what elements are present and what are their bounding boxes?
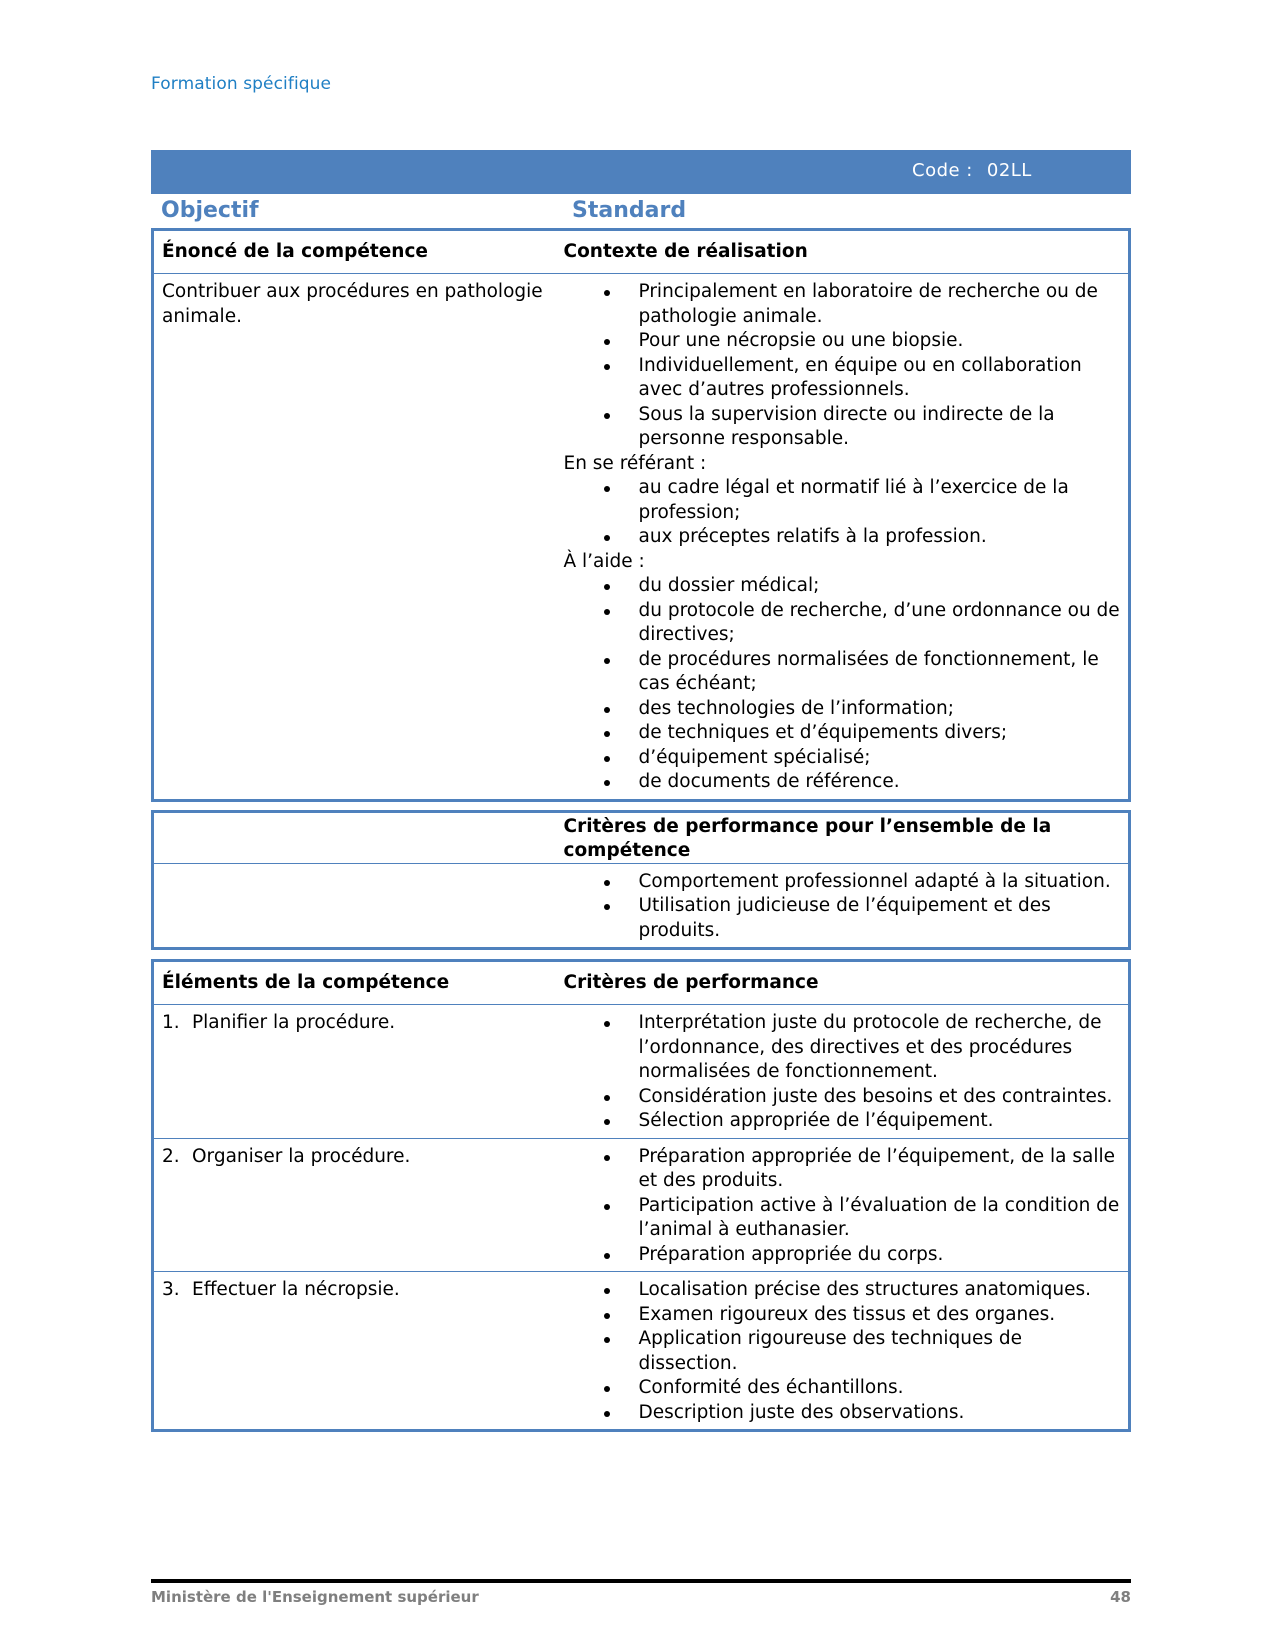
bullet-icon [604, 1021, 610, 1027]
code-bar [151, 150, 1131, 194]
list-item: aux préceptes relatifs à la profession. [564, 525, 1121, 550]
bullet-icon [604, 1204, 610, 1210]
empty-cell [153, 863, 564, 949]
running-header: Formation spécifique [151, 74, 332, 94]
aide-list [564, 574, 1121, 795]
bullet-icon [604, 1411, 610, 1417]
footer-ministry: Ministère de l'Enseignement supérieur [151, 1588, 479, 1606]
list-item: Localisation précise des structures anatomiques. [564, 1278, 1121, 1303]
bullet-icon [604, 780, 610, 786]
objectif-title: Objectif [161, 198, 259, 223]
referant-label: En se référant : [563, 452, 707, 474]
criteres-ensemble-table [151, 810, 1131, 951]
criteres-ensemble-header-row [153, 811, 1130, 863]
list-item: Examen rigoureux des tissus et des organes. [564, 1303, 1121, 1328]
list-item: Préparation appropriée de l’équipement, de la salle et des produits. [564, 1145, 1121, 1194]
bullet-icon [604, 658, 610, 664]
bullet-icon [604, 731, 610, 737]
criteria-list [564, 1278, 1121, 1425]
bullet-icon [604, 756, 610, 762]
list-item: Interprétation juste du protocole de recherche, de l’ordonnance, des directives et des procédures normalisées de fonctionnement. [564, 1011, 1121, 1085]
list-item: des technologies de l’information; [564, 697, 1121, 722]
bullet-icon [604, 1253, 610, 1259]
list-item: Sélection appropriée de l’équipement. [564, 1109, 1121, 1134]
element-criteria [564, 1005, 1130, 1139]
list-item: Conformité des échantillons. [564, 1376, 1121, 1401]
enonce-heading: Énoncé de la compétence [153, 230, 564, 274]
criteria-list [564, 1145, 1121, 1268]
list-item: Utilisation judicieuse de l’équipement et des produits. [564, 894, 1121, 943]
list-item: Comportement professionnel adapté à la situation. [564, 870, 1121, 895]
list-item: Individuellement, en équipe ou en collaboration avec d’autres professionnels. [564, 354, 1121, 403]
list-item: de techniques et d’équipements divers; [564, 721, 1121, 746]
bullet-icon [604, 1386, 610, 1392]
list-item: Pour une nécropsie ou une biopsie. [564, 329, 1121, 354]
column-titles [151, 194, 1131, 228]
bullet-icon [604, 290, 610, 296]
criteres-ensemble-list [564, 870, 1121, 944]
list-item: Sous la supervision directe ou indirecte de la personne responsable. [564, 403, 1121, 452]
element-label: 3. Effectuer la nécropsie. [153, 1272, 564, 1431]
bullet-icon [604, 413, 610, 419]
bullet-icon [604, 1337, 610, 1343]
criteria-list [564, 1011, 1121, 1134]
contexte-heading: Contexte de réalisation [564, 230, 1130, 274]
context-list [564, 280, 1121, 452]
bullet-icon [604, 904, 610, 910]
list-item: Participation active à l’évaluation de la condition de l’animal à euthanasier. [564, 1194, 1121, 1243]
enonce-table [151, 228, 1131, 802]
bullet-icon [604, 535, 610, 541]
bullet-icon [604, 707, 610, 713]
element-criteria [564, 1272, 1130, 1431]
element-row [153, 1272, 1130, 1431]
element-label: 2. Organiser la procédure. [153, 1138, 564, 1272]
criteres-ensemble-row [153, 863, 1130, 949]
bullet-icon [604, 1155, 610, 1161]
page-number: 48 [1110, 1588, 1131, 1606]
criteres-heading: Critères de performance [564, 961, 1130, 1005]
element-row [153, 1005, 1130, 1139]
bullet-icon [604, 584, 610, 590]
list-item: d’équipement spécialisé; [564, 746, 1121, 771]
bullet-icon [604, 609, 610, 615]
list-item: Préparation appropriée du corps. [564, 1243, 1121, 1268]
bullet-icon [604, 364, 610, 370]
context-cell [564, 274, 1130, 801]
code-label: Code : [912, 160, 973, 181]
element-label: 1. Planifier la procédure. [162, 1012, 396, 1033]
referant-list [564, 476, 1121, 550]
bullet-icon [604, 1119, 610, 1125]
elements-header-row [153, 961, 1130, 1005]
element-criteria [564, 1138, 1130, 1272]
bullet-icon [604, 1313, 610, 1319]
list-item: du protocole de recherche, d’une ordonnance ou de directives; [564, 599, 1121, 648]
bullet-icon [604, 1095, 610, 1101]
bullet-icon [604, 880, 610, 886]
enonce-content-row [153, 274, 1130, 801]
list-item: de documents de référence. [564, 770, 1121, 795]
bullet-icon [604, 339, 610, 345]
standard-title: Standard [572, 198, 687, 223]
enonce-header-row [153, 230, 1130, 274]
competency-code [912, 160, 1032, 181]
list-item: Application rigoureuse des techniques de dissection. [564, 1327, 1121, 1376]
empty-cell [153, 811, 564, 863]
aide-label: À l’aide : [563, 550, 645, 572]
bullet-icon [604, 486, 610, 492]
footer-divider [151, 1579, 1131, 1583]
criteres-ensemble-heading: Critères de performance pour l’ensemble de la compétence [564, 811, 1130, 863]
list-item: de procédures normalisées de fonctionnement, le cas échéant; [564, 648, 1121, 697]
list-item: Description juste des observations. [564, 1401, 1121, 1426]
element-row [153, 1138, 1130, 1272]
code-value: 02LL [986, 160, 1032, 181]
list-item: Considération juste des besoins et des contraintes. [564, 1085, 1121, 1110]
bullet-icon [604, 1288, 610, 1294]
list-item: du dossier médical; [564, 574, 1121, 599]
list-item: au cadre légal et normatif lié à l’exercice de la profession; [564, 476, 1121, 525]
elements-table [151, 959, 1131, 1432]
competency-statement: Contribuer aux procédures en pathologie animale. [162, 281, 543, 327]
elements-heading: Éléments de la compétence [153, 961, 564, 1005]
criteres-ensemble-cell [564, 863, 1130, 949]
list-item: Principalement en laboratoire de recherche ou de pathologie animale. [564, 280, 1121, 329]
competency-sheet [151, 150, 1131, 1432]
